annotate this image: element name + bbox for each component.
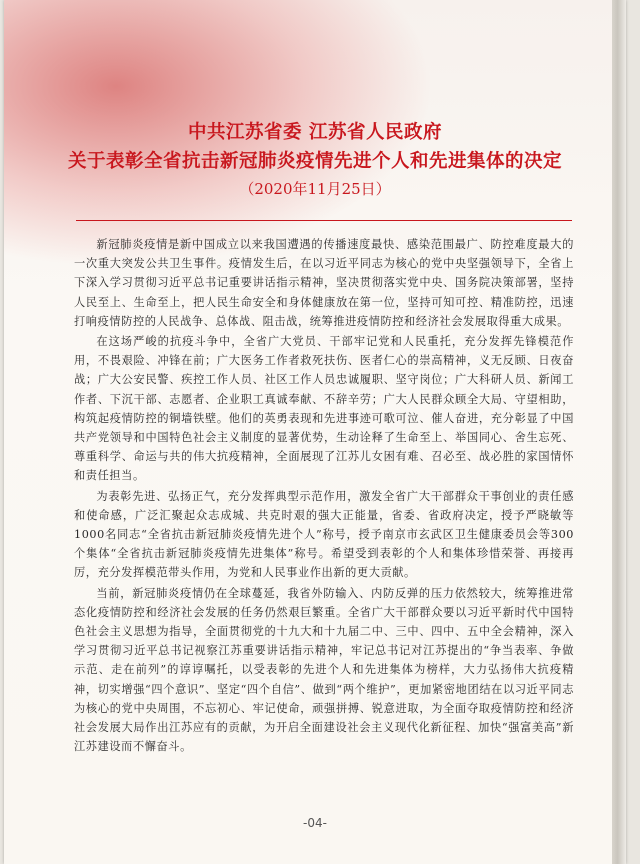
document-page xyxy=(4,0,626,864)
document-date: （2020年11月25日） xyxy=(239,180,391,198)
paragraph: 当前，新冠肺炎疫情仍在全球蔓延，我省外防输入、内防反弹的压力依然较大，统筹推进常态化疫情防控和经济社会发展的任务仍然艰巨繁重。全省广大干部群众要以习近平新时代中国特色社会主义思想为指导，全面贯彻党的十九大和十九届二中、三中、四中、五中全会精神，深入学习贯彻习近平总书记视察江苏重要讲话指示精神，牢记总书记对江苏提出的“争当表率、争做示范、走在前列”的谆谆嘱托，以受表彰的先进个人和先进集体为榜样，大力弘扬伟大抗疫精神，切实增强“四个意识”、坚定“四个自信”、做到“两个维护”，更加紧密地团结在以习近平同志为核心的党中央周围，不忘初心、牢记使命，顽强拼搏、锐意进取，为全面夺取疫情防控和经济社会发展大局作出江苏应有的贡献，为开启全面建设社会主义现代化新征程、加快“强富美高”新江苏建设而不懈奋斗。 xyxy=(74,586,574,754)
paragraph: 为表彰先进、弘扬正气，充分发挥典型示范作用，激发全省广大干部群众干事创业的责任感和使命感，广泛汇聚起众志成城、共克时艰的强大正能量，省委、省政府决定，授予严晓敏等1000名同志“全省抗击新冠肺炎疫情先进个人”称号，授予南京市玄武区卫生健康委员会等300个集体“全省抗击新冠肺炎疫情先进集体”称号。希望受到表彰的个人和集体珍惜荣誉、再接再厉，充分发挥模范带头作用，为党和人民事业作出新的更大贡献。 xyxy=(74,489,574,580)
paragraph: 在这场严峻的抗疫斗争中，全省广大党员、干部牢记党和人民重托，充分发挥先锋模范作用，不畏艰险、冲锋在前；广大医务工作者救死扶伤、医者仁心的崇高精神，义无反顾、日夜奋战；广大公安民警、疾控工作人员、社区工作人员忠诚履职、坚守岗位；广大科研人员、新闻工作者、下沉干部、志愿者、企业职工真诚奉献、不辞辛劳；广大人民群众顾全大局、守望相助，构筑起疫情防控的铜墙铁壁。他们的英勇表现和先进事迹可歌可泣、催人奋进，充分彰显了中国共产党领导和中国特色社会主义制度的显著优势，生动诠释了生命至上、举国同心、舍生忘死、尊重科学、命运与共的伟大抗疫精神，全面展现了江苏儿女困有难、召必至、战必胜的家国情怀和责任担当。 xyxy=(74,335,574,483)
document-heading xyxy=(4,118,626,201)
title-issuers: 中共江苏省委 江苏省人民政府 xyxy=(188,122,442,143)
title-subject: 关于表彰全省抗击新冠肺炎疫情先进个人和先进集体的决定 xyxy=(67,151,562,172)
paragraph: 新冠肺炎疫情是新中国成立以来我国遭遇的传播速度最快、感染范围最广、防控难度最大的一次重大突发公共卫生事件。疫情发生后，在以习近平同志为核心的党中央坚强领导下，全省上下深入学习贯彻习近平总书记重要讲话指示精神，坚决贯彻落实党中央、国务院决策部署，坚持人民至上、生命至上，把人民生命安全和身体健康放在第一位，坚持可知可控、精准防控，迅速打响疫情防控的人民战争、总体战、阻击战，统筹推进疫情防控和经济社会发展取得重大成果。 xyxy=(74,238,574,328)
document-body xyxy=(74,235,574,757)
page-number: -04- xyxy=(303,816,327,830)
title-divider xyxy=(76,220,572,221)
